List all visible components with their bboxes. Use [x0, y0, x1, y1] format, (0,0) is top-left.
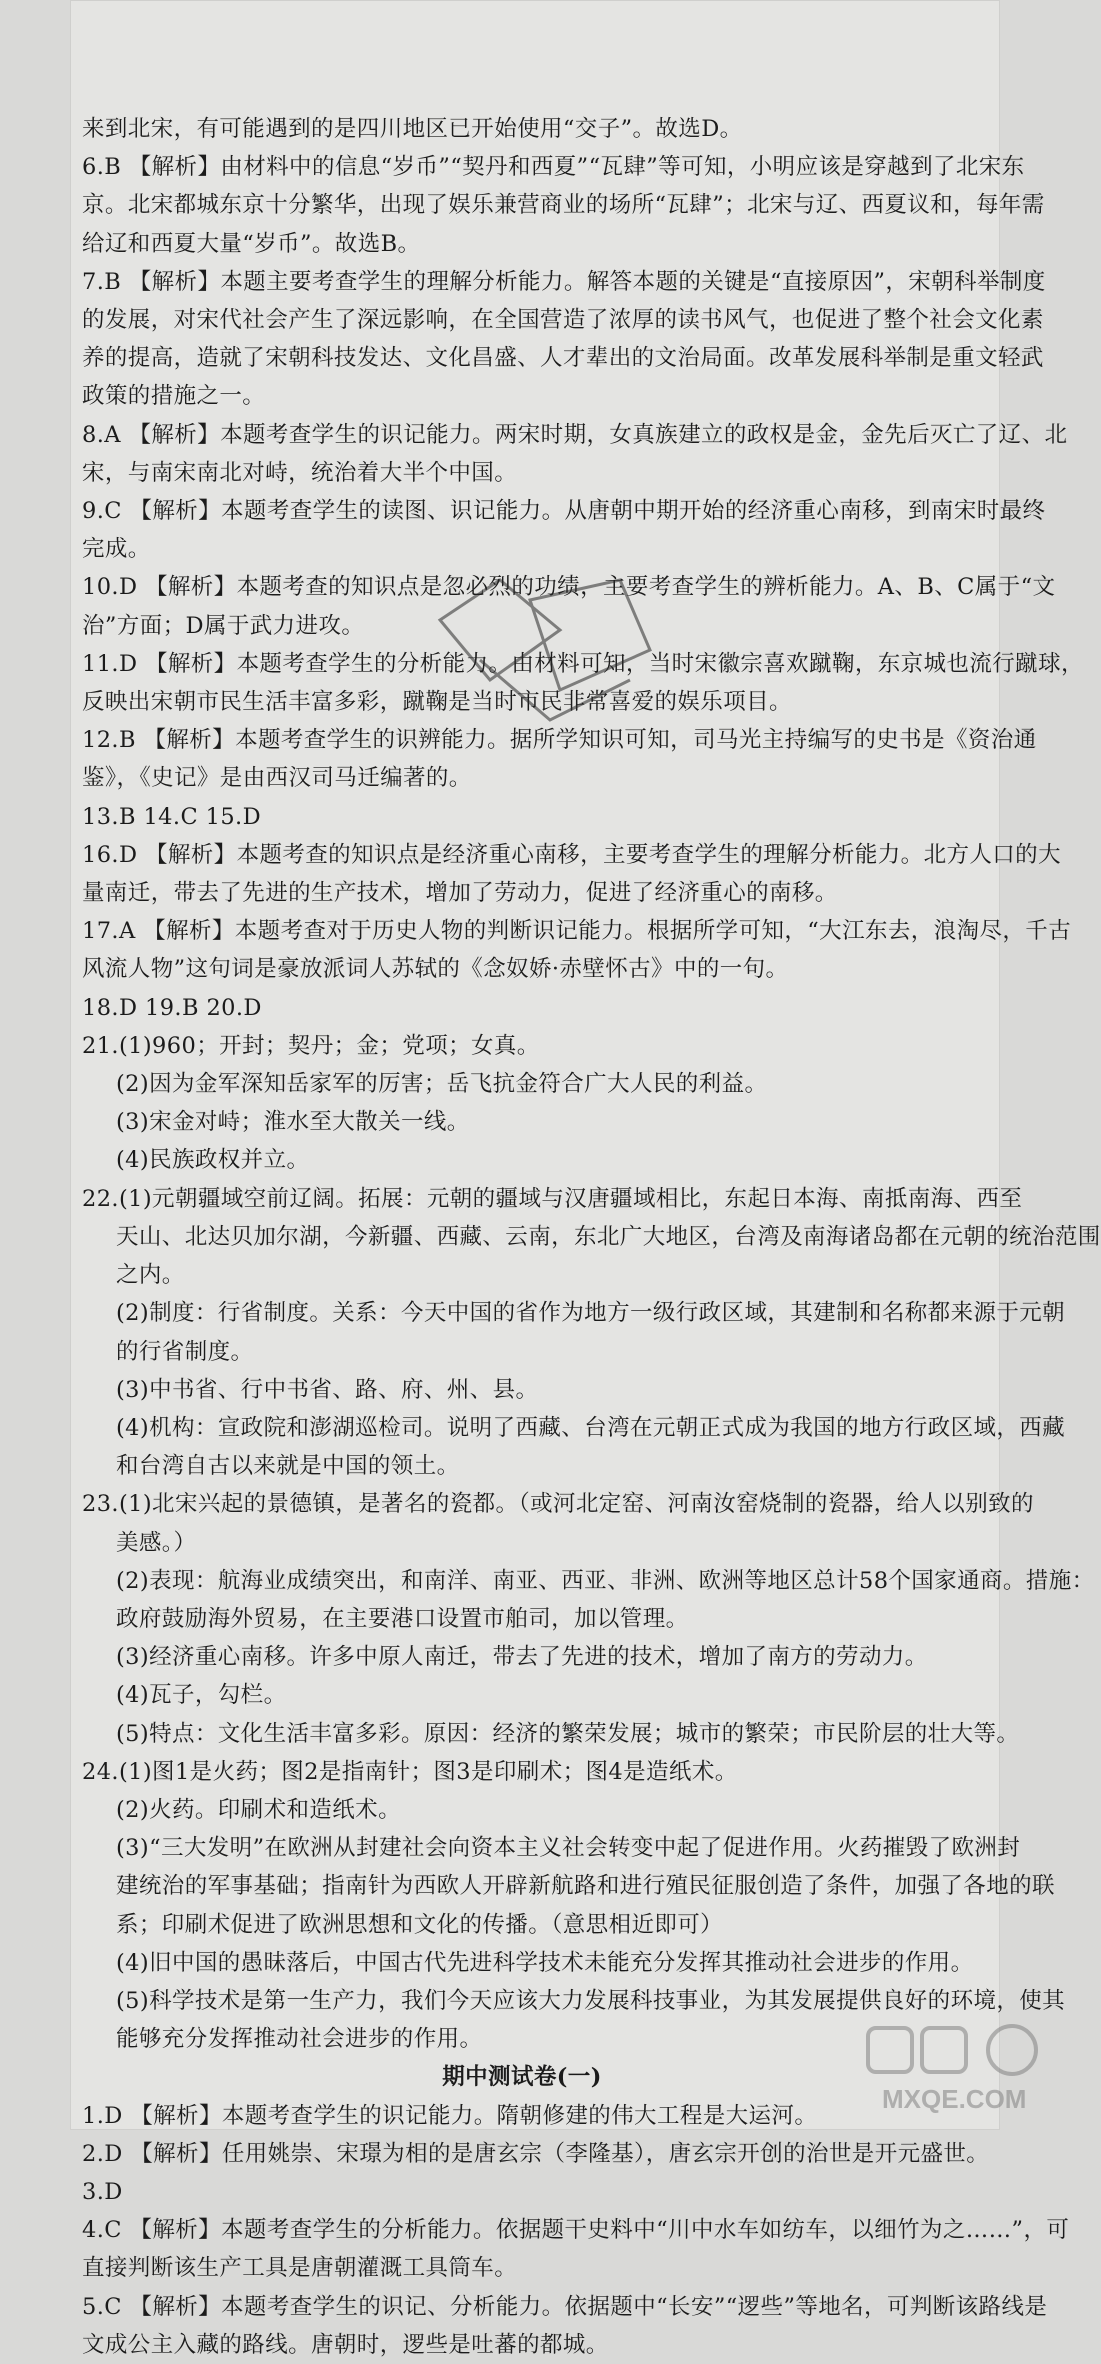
answer-line: 政策的措施之一。: [82, 383, 266, 410]
answer-line: (2)表现：航海业成绩突出，和南洋、南亚、西亚、非洲、欧洲等地区总计58个国家通商。措施：: [116, 1567, 1095, 1594]
answer-line: 风流人物”这句词是豪放派词人苏轼的《念奴娇·赤壁怀古》中的一句。: [82, 956, 789, 983]
answer-line: 24.(1)图1是火药；图2是指南针；图3是印刷术；图4是造纸术。: [82, 1758, 738, 1785]
answer-line: (3)“三大发明”在欧洲从封建社会向资本主义社会转变中起了促进作用。火药摧毁了欧洲封: [116, 1835, 1021, 1862]
answer-line: 文成公主入藏的路线。唐朝时，逻些是吐蕃的都城。: [82, 2331, 609, 2358]
answer-line: 之内。: [116, 1262, 185, 1289]
answer-line: 17.A 【解析】本题考查对于历史人物的判断识记能力。根据所学可知，“大江东去，浪淘尽，千古: [82, 918, 1072, 945]
answer-line: 23.(1)北宋兴起的景德镇，是著名的瓷都。（或河北定窑、河南汝窑烧制的瓷器，给人以别致的: [82, 1491, 1034, 1518]
answer-line: 16.D 【解析】本题考查的知识点是经济重心南移，主要考查学生的理解分析能力。北方人口的大: [82, 841, 1061, 868]
answer-line: (3)宋金对峙；淮水至大散关一线。: [116, 1109, 470, 1136]
watermark-logo: [862, 2020, 1072, 2120]
watermark-site-text: MXQE.COM: [882, 2084, 1027, 2114]
answer-line: 天山、北达贝加尔湖，今新疆、西藏、云南，东北广大地区，台湾及南海诸岛都在元朝的统治范围: [116, 1223, 1101, 1250]
answer-line: (4)机构：宣政院和澎湖巡检司。说明了西藏、台湾在元朝正式成为我国的地方行政区域，西藏: [116, 1414, 1066, 1441]
answer-line: 5.C 【解析】本题考查学生的识记、分析能力。依据题中“长安”“逻些”等地名，可判断该路线是: [82, 2293, 1048, 2320]
answer-line: 7.B 【解析】本题主要考查学生的理解分析能力。解答本题的关键是“直接原因”，宋朝科举制度: [82, 268, 1046, 295]
answer-line: 量南迁，带去了先进的生产技术，增加了劳动力，促进了经济重心的南移。: [82, 880, 838, 907]
answer-line: (2)火药。印刷术和造纸术。: [116, 1796, 401, 1823]
answer-line: 政府鼓励海外贸易，在主要港口设置市舶司，加以管理。: [116, 1605, 689, 1632]
answer-line: 21.(1)960；开封；契丹；金；党项；女真。: [82, 1032, 540, 1059]
answer-line: 来到北宋，有可能遇到的是四川地区已开始使用“交子”。故选D。: [82, 116, 743, 142]
answer-line: (3)经济重心南移。许多中原人南迁，带去了先进的技术，增加了南方的劳动力。: [116, 1644, 928, 1671]
answer-line: 京。北宋都城东京十分繁华，出现了娱乐兼营商业的场所“瓦肆”；北宋与辽、西夏议和，每年需: [82, 192, 1045, 219]
answer-line: 18.D 19.B 20.D: [82, 994, 262, 1021]
answer-line: 10.D 【解析】本题考查的知识点是忽必烈的功绩，主要考查学生的辨析能力。A、B、C属于“文: [82, 574, 1056, 601]
answer-line: (2)因为金军深知岳家军的厉害；岳飞抗金符合广大人民的利益。: [116, 1071, 768, 1098]
answer-line: (4)民族政权并立。: [116, 1147, 310, 1174]
answer-line: 宋，与南宋南北对峙，统治着大半个中国。: [82, 459, 518, 486]
answer-line: 能够充分发挥推动社会进步的作用。: [116, 2026, 483, 2053]
answer-line: 12.B 【解析】本题考查学生的识辨能力。据所学知识可知，司马光主持编写的史书是《资治通: [82, 727, 1037, 754]
answer-line: 完成。: [82, 536, 151, 563]
answer-line: 2.D 【解析】任用姚崇、宋璟为相的是唐玄宗（李隆基），唐玄宗开创的治世是开元盛世。: [82, 2140, 990, 2167]
answer-line: 建统治的军事基础；指南针为西欧人开辟新航路和进行殖民征服创造了条件，加强了各地的联: [116, 1873, 1055, 1900]
answer-line: 1.D 【解析】本题考查学生的识记能力。隋朝修建的伟大工程是大运河。: [82, 2102, 818, 2129]
answer-line: 和台湾自古以来就是中国的领土。: [116, 1453, 460, 1480]
answer-line: (4)旧中国的愚昧落后，中国古代先进科学技术未能充分发挥其推动社会进步的作用。: [116, 1949, 974, 1976]
answer-line: 治”方面；D属于武力进攻。: [82, 612, 365, 639]
answer-line: 11.D 【解析】本题考查学生的分析能力。由材料可知，当时宋徽宗喜欢蹴鞠，东京城也流行蹴球，: [82, 650, 1084, 677]
answer-line: 4.C 【解析】本题考查学生的分析能力。依据题干史料中“川中水车如纺车，以细竹为之……”，可: [82, 2217, 1070, 2244]
answer-line: 美感。）: [116, 1529, 197, 1556]
answer-line: (3)中书省、行中书省、路、府、州、县。: [116, 1376, 539, 1403]
answer-line: 22.(1)元朝疆域空前辽阔。拓展：元朝的疆域与汉唐疆域相比，东起日本海、南抵南海、西至: [82, 1185, 1023, 1212]
answer-line: 给辽和西夏大量“岁币”。故选B。: [82, 230, 421, 257]
answer-line: 6.B 【解析】由材料中的信息“岁币”“契丹和西夏”“瓦肆”等可知，小明应该是穿越到了北宋东: [82, 154, 1025, 181]
answer-line: 3.D: [82, 2178, 123, 2205]
answer-line: 9.C 【解析】本题考查学生的读图、识记能力。从唐朝中期开始的经济重心南移，到南宋时最终: [82, 498, 1046, 525]
answer-line: (5)科学技术是第一生产力，我们今天应该大力发展科技事业，为其发展提供良好的环境，使其: [116, 1987, 1066, 2014]
answer-line: 直接判断该生产工具是唐朝灌溉工具筒车。: [82, 2255, 518, 2282]
answer-line: 养的提高，造就了宋朝科技发达、文化昌盛、人才辈出的文治局面。改革发展科举制是重文轻武: [82, 345, 1044, 372]
answer-line: 的行省制度。: [116, 1338, 254, 1365]
answer-line: (2)制度：行省制度。关系：今天中国的省作为地方一级行政区域，其建制和名称都来源于元朝: [116, 1300, 1066, 1327]
answer-line: 13.B 14.C 15.D: [82, 803, 262, 830]
answer-line: 系；印刷术促进了欧洲思想和文化的传播。（意思相近即可）: [116, 1911, 724, 1938]
answer-line: 反映出宋朝市民生活丰富多彩，蹴鞠是当时市民非常喜爱的娱乐项目。: [82, 689, 792, 716]
section-title: 期中测试卷(一): [442, 2064, 602, 2091]
answer-line: 8.A 【解析】本题考查学生的识记能力。两宋时期，女真族建立的政权是金，金先后灭亡了辽、北: [82, 421, 1068, 448]
answer-text-body: [82, 110, 1101, 2364]
answer-line: 的发展，对宋代社会产生了深远影响，在全国营造了浓厚的读书风气，也促进了整个社会文化素: [82, 307, 1044, 334]
answer-line: (4)瓦子，勾栏。: [116, 1682, 287, 1709]
answer-line: (5)特点：文化生活丰富多彩。原因：经济的繁荣发展；城市的繁荣；市民阶层的壮大等。: [116, 1720, 1020, 1747]
answer-line: 鉴》，《史记》是由西汉司马迁编著的。: [82, 765, 472, 792]
